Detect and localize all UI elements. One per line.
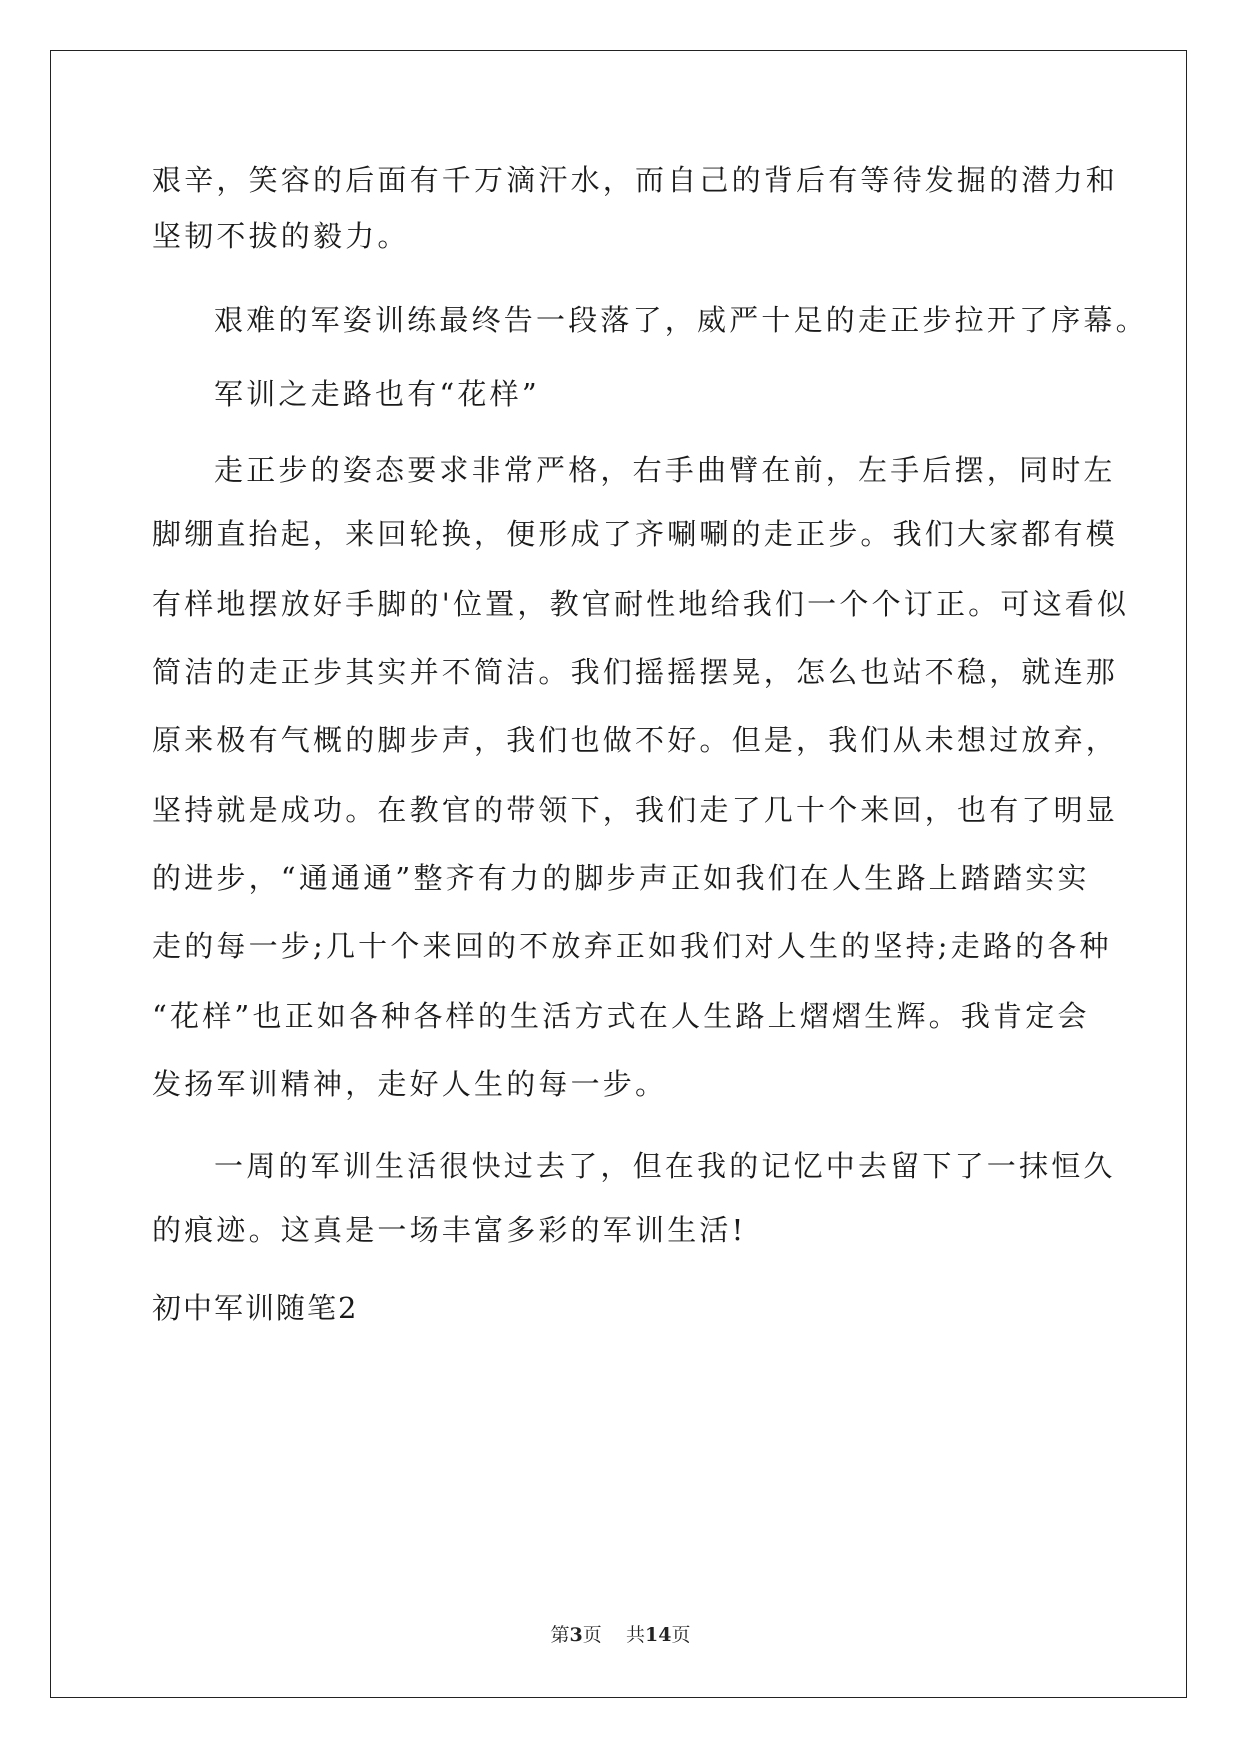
- document-title: 初中军训随笔2: [152, 1291, 359, 1325]
- paragraph-line: 艰难的军姿训练最终告一段落了，威严十足的走正步拉开了序幕。: [214, 303, 1148, 337]
- paragraph-line: 的痕迹。这真是一场丰富多彩的军训生活!: [152, 1213, 747, 1247]
- paragraph-line: 坚韧不拔的毅力。: [152, 219, 410, 253]
- paragraph-line: 简洁的走正步其实并不简洁。我们摇摇摆晃，怎么也站不稳，就连那: [152, 655, 1119, 689]
- page-suffix: 页: [582, 1624, 602, 1646]
- paragraph-line: 发扬军训精神，走好人生的每一步。: [152, 1067, 668, 1101]
- section-subheading: 军训之走路也有“花样”: [214, 377, 540, 411]
- paragraph-line: 有样地摆放好手脚的'位置，教官耐性地给我们一个个订正。可这看似: [152, 587, 1130, 621]
- page-footer: [0, 1620, 1241, 1647]
- total-suffix: 页: [671, 1624, 691, 1646]
- paragraph-line: “花样”也正如各种各样的生活方式在人生路上熠熠生辉。我肯定会: [152, 999, 1090, 1033]
- paragraph-line: 走的每一步;几十个来回的不放弃正如我们对人生的坚持;走路的各种: [152, 929, 1112, 963]
- page-number: 3: [569, 1624, 583, 1646]
- paragraph-line: 原来极有气概的脚步声，我们也做不好。但是，我们从未想过放弃，: [152, 723, 1119, 757]
- page-prefix: 第: [550, 1624, 570, 1646]
- total-pages: 14: [644, 1624, 672, 1646]
- paragraph-line: 的进步，“通通通”整齐有力的脚步声正如我们在人生路上踏踏实实: [152, 861, 1090, 895]
- paragraph-line: 坚持就是成功。在教官的带领下，我们走了几十个来回，也有了明显: [152, 793, 1119, 827]
- total-prefix: 共: [625, 1624, 645, 1646]
- paragraph-line: 脚绷直抬起，来回轮换，便形成了齐唰唰的走正步。我们大家都有模: [152, 517, 1119, 551]
- paragraph-line: 一周的军训生活很快过去了，但在我的记忆中去留下了一抹恒久: [214, 1149, 1116, 1183]
- paragraph-line: 走正步的姿态要求非常严格，右手曲臂在前，左手后摆，同时左: [214, 453, 1116, 487]
- paragraph-line: 艰辛，笑容的后面有千万滴汗水，而自己的背后有等待发掘的潜力和: [152, 163, 1119, 197]
